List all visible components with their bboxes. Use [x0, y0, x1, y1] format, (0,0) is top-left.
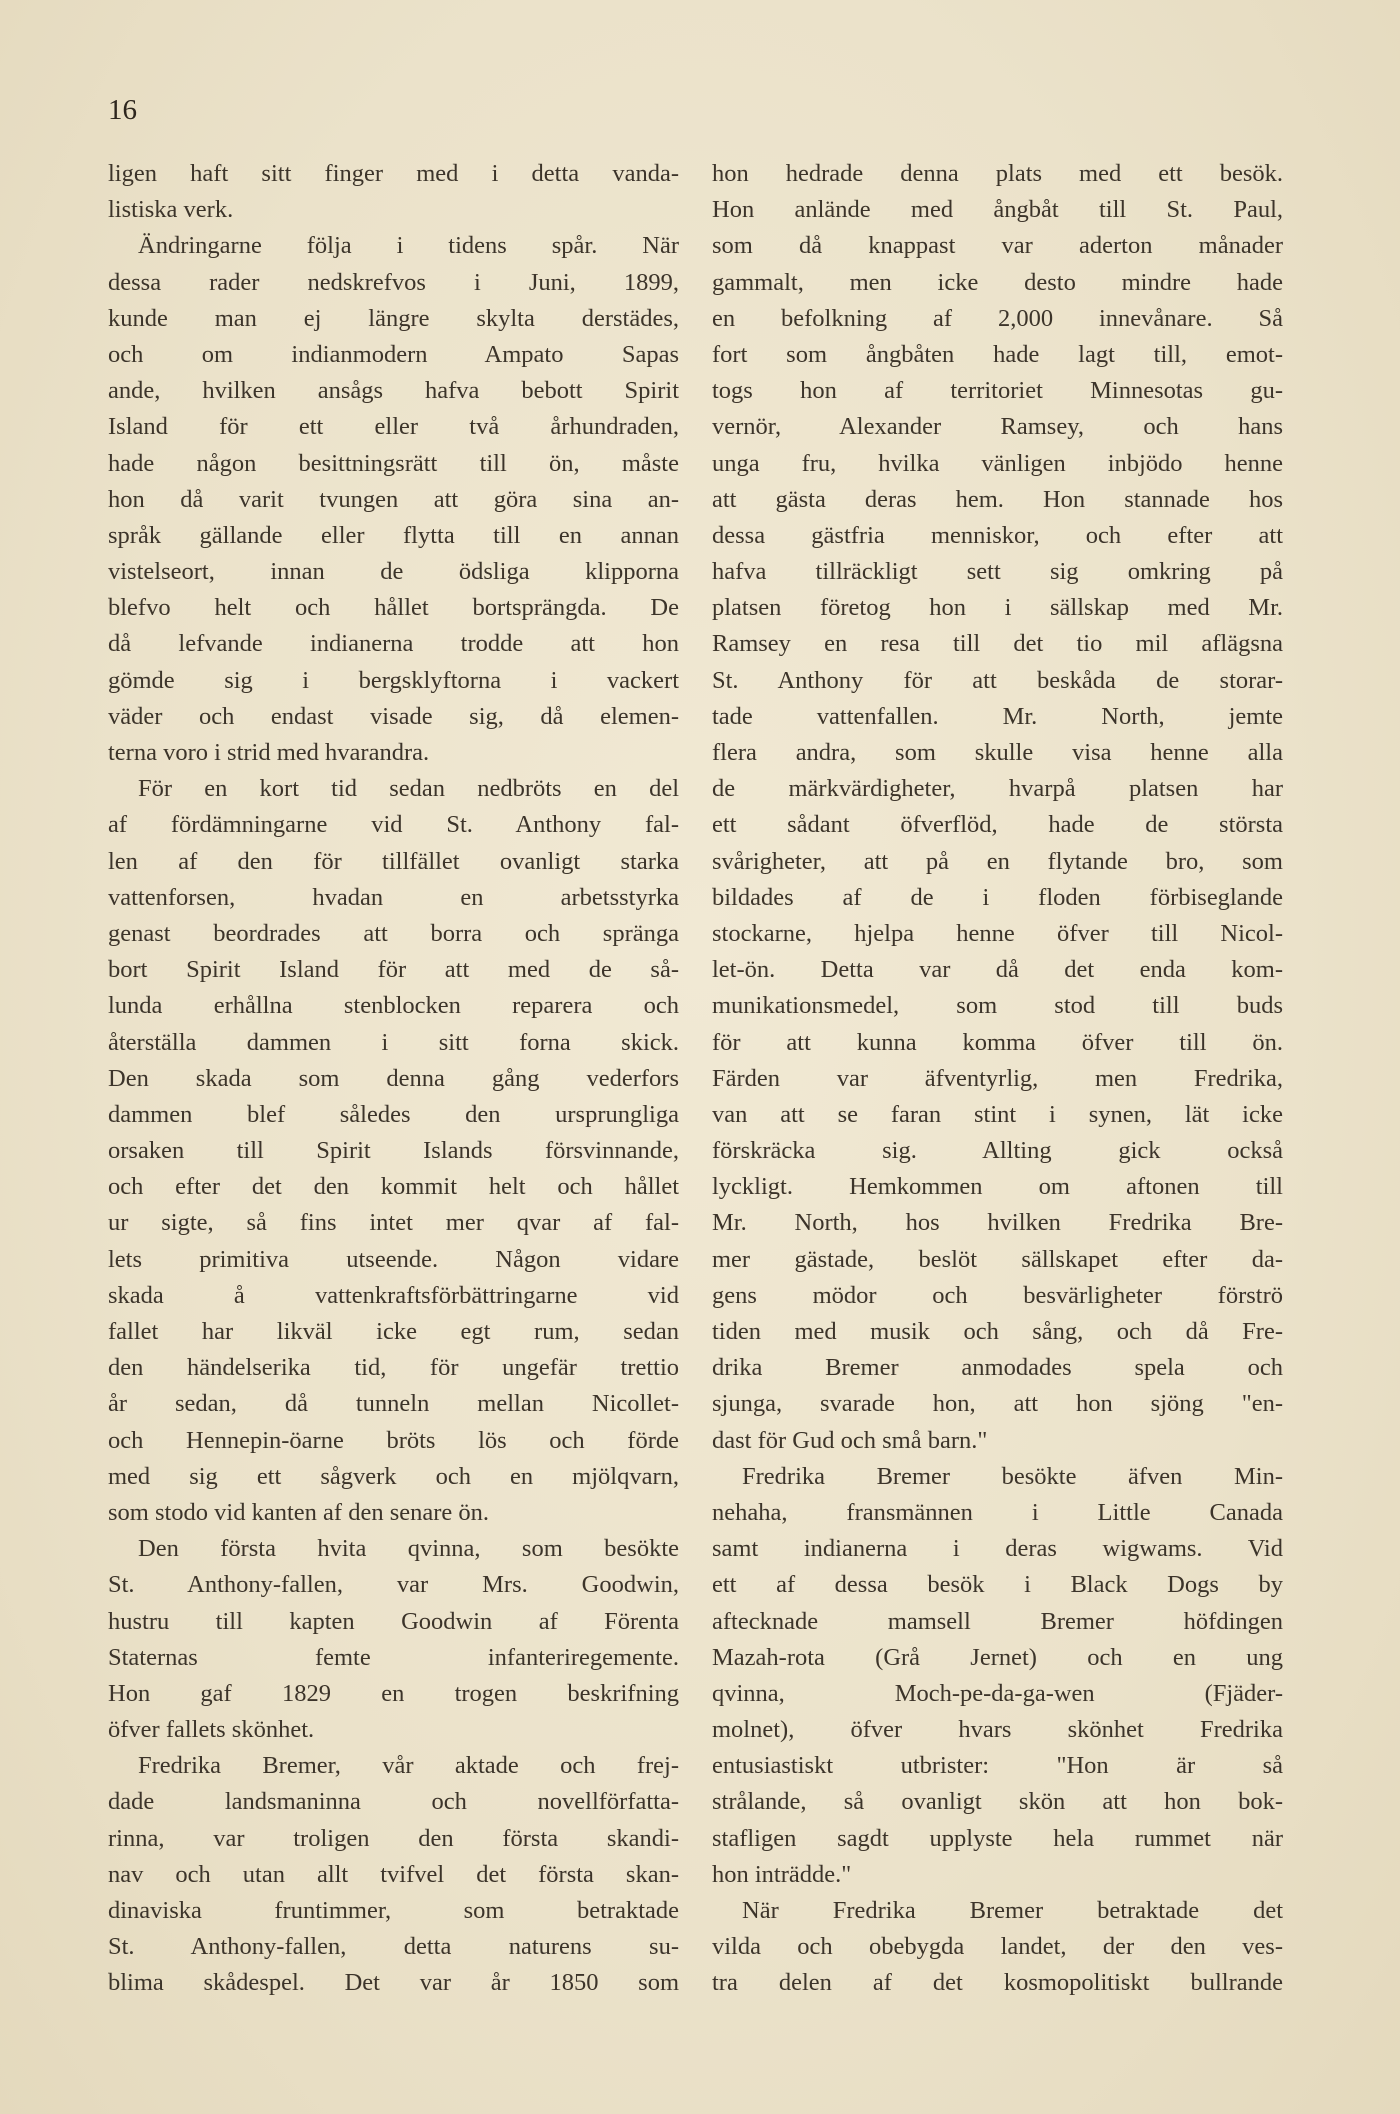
text-line: dast för Gud och små barn.": [712, 1426, 988, 1454]
text-line: hon inträdde.": [712, 1860, 852, 1888]
text-line: St. Anthony för att beskåda de storar-: [712, 666, 1283, 694]
text-line: Hon anlände med ångbåt till St. Paul,: [712, 196, 1283, 224]
text-line: tra delen af det kosmopolitiskt bullrande: [712, 1969, 1283, 1997]
text-line: den händelserika tid, för ungefär trettio: [108, 1354, 679, 1382]
text-line: Staternas femte infanteriregemente.: [108, 1643, 679, 1671]
text-line: munikationsmedel, som stod till buds: [712, 992, 1283, 1020]
text-line: len af den för tillfället ovanligt starka: [108, 847, 679, 875]
text-line: mer gästade, beslöt sällskapet efter da-: [712, 1245, 1283, 1273]
text-line: hafva tillräckligt sett sig omkring på: [712, 558, 1283, 586]
text-line: Mr. North, hos hvilken Fredrika Bre-: [712, 1209, 1283, 1237]
text-line: bildades af de i floden förbiseglande: [712, 883, 1283, 911]
text-line: bort Spirit Island för att med de så-: [108, 956, 679, 984]
left-text-column: [108, 156, 679, 2002]
text-line: vilda och obebygda landet, der den ves-: [712, 1933, 1283, 1961]
text-line: Den skada som denna gång vederfors: [108, 1064, 679, 1092]
text-line: ett af dessa besök i Black Dogs by: [712, 1571, 1283, 1599]
text-line: När Fredrika Bremer betraktade det: [742, 1897, 1283, 1924]
text-line: let-ön. Detta var då det enda kom-: [712, 956, 1283, 984]
text-line: gömde sig i bergsklyftorna i vackert: [108, 666, 679, 694]
text-line: togs hon af territoriet Minnesotas gu-: [712, 377, 1283, 405]
text-line: molnet), öfver hvars skönhet Fredrika: [712, 1716, 1283, 1744]
text-line: dessa rader nedskrefvos i Juni, 1899,: [108, 268, 679, 296]
page-number: 16: [108, 94, 137, 126]
text-line: listiska verk.: [108, 196, 234, 224]
text-line: blima skådespel. Det var år 1850 som: [108, 1969, 679, 1997]
text-line: hon hedrade denna plats med ett besök.: [712, 160, 1283, 187]
text-line: då lefvande indianerna trodde att hon: [108, 630, 679, 658]
text-line: vattenforsen, hvadan en arbetsstyrka: [108, 883, 679, 911]
text-line: nehaha, fransmännen i Little Canada: [712, 1498, 1283, 1526]
text-line: dade landsmaninna och novellförfatta-: [108, 1788, 679, 1816]
text-line: gammalt, men icke desto mindre hade: [712, 268, 1283, 296]
right-text-column: [712, 156, 1283, 2002]
text-line: platsen företog hon i sällskap med Mr.: [712, 594, 1283, 622]
text-line: rinna, var troligen den första skandi-: [108, 1824, 679, 1852]
text-line: lets primitiva utseende. Någon vidare: [108, 1245, 679, 1273]
text-line: att gästa deras hem. Hon stannade hos: [712, 485, 1283, 513]
text-line: drika Bremer anmodades spela och: [712, 1354, 1283, 1382]
text-line: qvinna, Moch-pe-da-ga-wen (Fjäder-: [712, 1679, 1283, 1707]
text-line: ett sådant öfverflöd, hade de största: [712, 811, 1283, 839]
text-line: Hon gaf 1829 en trogen beskrifning: [108, 1679, 679, 1707]
text-line: Fredrika Bremer besökte äfven Min-: [742, 1462, 1283, 1490]
text-line: dinaviska fruntimmer, som betraktade: [108, 1897, 679, 1924]
text-line: fallet har likväl icke egt rum, sedan: [108, 1318, 679, 1345]
text-line: tade vattenfallen. Mr. North, jemte: [712, 702, 1283, 730]
text-line: tiden med musik och sång, och då Fre-: [712, 1318, 1283, 1345]
text-line: sjunga, svarade hon, att hon sjöng "en-: [712, 1390, 1283, 1418]
text-line: Fredrika Bremer, vår aktade och frej-: [138, 1752, 679, 1780]
text-line: vistelseort, innan de ödsliga klipporna: [108, 558, 679, 586]
text-line: nav och utan allt tvifvel det första skan-: [108, 1860, 679, 1888]
text-line: Mazah-rota (Grå Jernet) och en ung: [712, 1643, 1283, 1671]
text-line: ur sigte, så fins intet mer qvar af fal-: [108, 1209, 679, 1237]
text-line: Ändringarne följa i tidens spår. När: [138, 232, 679, 260]
text-line: återställa dammen i sitt forna skick.: [108, 1028, 679, 1056]
text-line: För en kort tid sedan nedbröts en del: [138, 775, 679, 803]
text-line: förskräcka sig. Allting gick också: [712, 1137, 1283, 1165]
text-line: unga fru, hvilka vänligen inbjödo henne: [712, 449, 1283, 477]
text-line: ligen haft sitt finger med i detta vanda-: [108, 160, 679, 187]
text-line: kunde man ej längre skylta derstädes,: [108, 304, 679, 332]
text-line: van att se faran stint i synen, lät icke: [712, 1100, 1283, 1128]
text-line: entusiastiskt utbrister: "Hon är så: [712, 1752, 1283, 1780]
text-line: som då knappast var aderton månader: [712, 232, 1283, 260]
text-line: som stodo vid kanten af den senare ön.: [108, 1498, 490, 1526]
text-line: blefvo helt och hållet bortsprängda. De: [108, 594, 679, 622]
text-line: år sedan, då tunneln mellan Nicollet-: [108, 1390, 679, 1418]
text-line: Ramsey en resa till det tio mil aflägsna: [712, 630, 1283, 658]
text-line: väder och endast visade sig, då elemen-: [108, 702, 679, 730]
text-line: hade någon besittningsrätt till ön, måste: [108, 449, 679, 477]
text-line: språk gällande eller flytta till en annan: [108, 521, 679, 549]
text-line: fort som ångbåten hade lagt till, emot-: [712, 340, 1283, 368]
text-line: Den första hvita qvinna, som besökte: [138, 1535, 679, 1563]
text-line: St. Anthony-fallen, detta naturens su-: [108, 1933, 679, 1961]
text-line: vernör, Alexander Ramsey, och hans: [712, 413, 1283, 441]
text-line: med sig ett sågverk och en mjölqvarn,: [108, 1462, 679, 1490]
text-line: stafligen sagdt upplyste hela rummet när: [712, 1824, 1283, 1852]
text-line: strålande, så ovanligt skön att hon bok-: [712, 1788, 1283, 1816]
text-line: genast beordrades att borra och spränga: [108, 919, 679, 947]
text-line: dammen blef således den ursprungliga: [108, 1100, 679, 1128]
text-line: terna voro i strid med hvarandra.: [108, 739, 430, 766]
text-line: orsaken till Spirit Islands försvinnande,: [108, 1137, 679, 1165]
text-line: och efter det den kommit helt och hållet: [108, 1173, 679, 1201]
text-line: Island för ett eller två århundraden,: [108, 413, 679, 441]
text-line: lunda erhållna stenblocken reparera och: [108, 992, 679, 1020]
text-line: Färden var äfventyrlig, men Fredrika,: [712, 1064, 1283, 1092]
text-line: och om indianmodern Ampato Sapas: [108, 340, 679, 368]
text-line: stockarne, hjelpa henne öfver till Nicol-: [712, 919, 1283, 947]
text-line: och Hennepin-öarne bröts lös och förde: [108, 1426, 679, 1454]
text-line: hustru till kapten Goodwin af Förenta: [108, 1607, 679, 1635]
text-line: skada å vattenkraftsförbättringarne vid: [108, 1281, 679, 1309]
text-line: lyckligt. Hemkommen om aftonen till: [712, 1173, 1283, 1201]
text-line: aftecknade mamsell Bremer höfdingen: [712, 1607, 1283, 1635]
text-line: de märkvärdigheter, hvarpå platsen har: [712, 775, 1283, 803]
text-line: gens mödor och besvärligheter förströ: [712, 1281, 1283, 1309]
text-line: en befolkning af 2,000 innevånare. Så: [712, 304, 1283, 332]
text-line: öfver fallets skönhet.: [108, 1716, 315, 1744]
text-line: St. Anthony-fallen, var Mrs. Goodwin,: [108, 1571, 679, 1599]
text-line: ande, hvilken ansågs hafva bebott Spirit: [108, 377, 679, 405]
text-line: hon då varit tvungen att göra sina an-: [108, 485, 679, 513]
text-line: af fördämningarne vid St. Anthony fal-: [108, 811, 679, 839]
text-line: samt indianerna i deras wigwams. Vid: [712, 1535, 1283, 1563]
text-line: dessa gästfria menniskor, och efter att: [712, 521, 1283, 549]
text-line: svårigheter, att på en flytande bro, som: [712, 847, 1283, 875]
text-line: flera andra, som skulle visa henne alla: [712, 739, 1283, 766]
text-line: för att kunna komma öfver till ön.: [712, 1028, 1283, 1056]
